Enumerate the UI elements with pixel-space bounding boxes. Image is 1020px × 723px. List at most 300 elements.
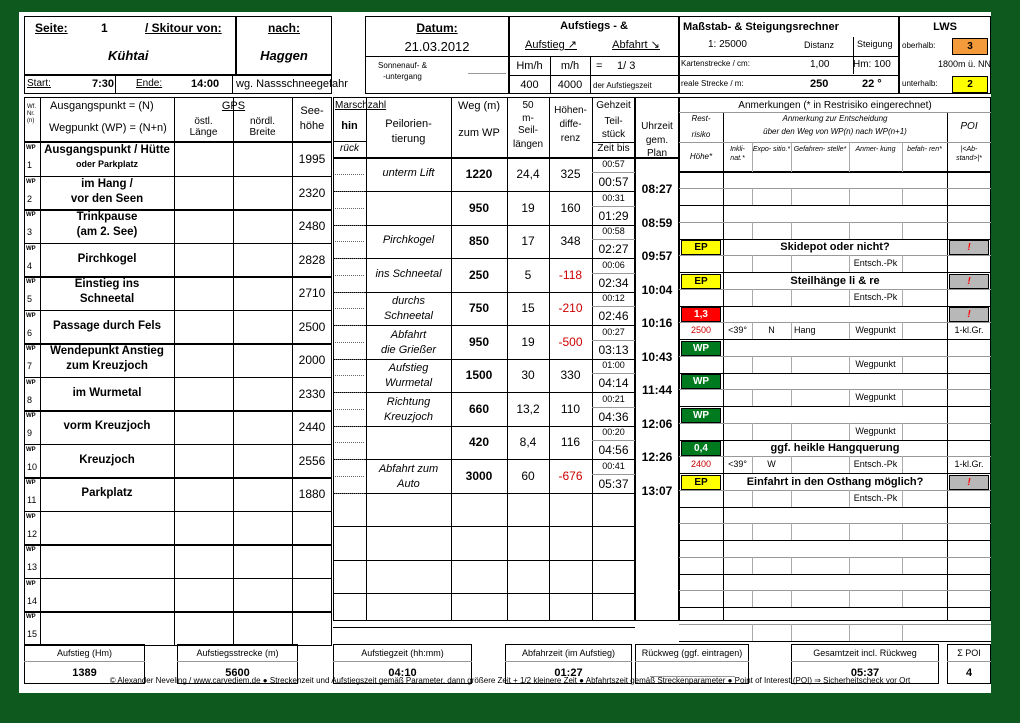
waypoint-name: Pirchkogel — [77, 253, 137, 265]
teil-rule — [592, 440, 635, 441]
anm-mid — [679, 490, 991, 491]
anm-row — [679, 239, 991, 240]
risk-badge: EP — [681, 240, 721, 255]
hoehen-value: 116 — [560, 435, 581, 449]
wp-number: 7 — [27, 361, 33, 371]
risk-badge: WP — [681, 408, 721, 423]
weg-value: 950 — [468, 335, 490, 349]
waypoint-name: im Wurmetal — [72, 387, 142, 399]
anm-col-rule — [902, 255, 903, 272]
risk-badge: WP — [681, 374, 721, 389]
leg-divider — [333, 593, 635, 594]
anm-col-rule — [752, 490, 753, 507]
rule — [174, 243, 175, 277]
anm-col-rule — [752, 590, 753, 607]
teil-1: Teil- — [604, 116, 623, 127]
teil-rule — [592, 340, 635, 341]
total-rule — [177, 661, 298, 662]
uhrzeit-value: 13:07 — [641, 484, 673, 498]
peilung: unterm Lift — [382, 167, 435, 179]
total-poi-label: Σ POI — [957, 648, 981, 658]
seil-value: 8,4 — [519, 435, 537, 449]
risk-badge: 0,4 — [681, 441, 721, 456]
wp-number: 12 — [27, 529, 38, 539]
anm-title: Anmerkungen (* in Restrisiko eingerechnet) — [738, 100, 932, 111]
peilor-2: tierung — [391, 133, 426, 145]
anm-mid — [679, 255, 991, 256]
anm-sub-2: über den Weg von WP(n) nach WP(n+1) — [763, 127, 907, 136]
anm-col-rule — [902, 188, 903, 205]
rule — [509, 56, 679, 57]
waypoint-name: Parkplatz — [81, 487, 133, 499]
total-strecke-label: Aufstiegsstrecke (m) — [196, 648, 279, 658]
seil-value: 24,4 — [516, 167, 540, 181]
annotation-anmerkung: Entsch.-Pk — [853, 258, 898, 268]
rule — [679, 75, 899, 76]
ende-label: Ende: — [136, 78, 163, 89]
uhrzeit-value: 11:44 — [641, 383, 673, 397]
uhrzeit-value: 12:06 — [641, 417, 673, 431]
rule — [292, 544, 293, 578]
anm-mid — [679, 523, 991, 524]
waypoint-row-12 — [24, 511, 332, 546]
waypoint-name: Wendepunkt Anstieg — [50, 345, 164, 357]
seil-3: Seil- — [517, 125, 538, 136]
marsch-hin-field — [335, 375, 364, 376]
lws-title: LWS — [933, 21, 957, 33]
wp-number: 15 — [27, 629, 38, 639]
zeit-bis-value: 02:46 — [598, 309, 629, 323]
rule — [233, 142, 234, 176]
rule — [174, 578, 175, 612]
annotation-anmerkung: Entsch.-Pk — [853, 493, 898, 503]
annotation-poi: 1-kl.Gr. — [954, 459, 984, 469]
anm-mid — [679, 289, 991, 290]
peilung: Abfahrt — [390, 329, 427, 341]
peilung: Pirchkogel — [382, 234, 435, 246]
waypoint-name-2: vor den Seen — [70, 193, 144, 205]
anm-col-rule — [902, 142, 903, 172]
teil-rule — [592, 306, 635, 307]
rule — [174, 410, 175, 444]
anm-sub-line — [679, 142, 991, 143]
weg-value: 250 — [468, 268, 490, 282]
peilung-2: die Grießer — [380, 344, 437, 356]
weg-value: 1220 — [465, 167, 493, 181]
anm-col-rule — [902, 490, 903, 507]
anm-col-rule — [902, 423, 903, 440]
uhrzeit-value: 09:57 — [641, 249, 673, 263]
inkl-label: Inkli- nat.* — [730, 146, 745, 163]
rule — [292, 511, 293, 545]
hoehen-value: -500 — [558, 335, 583, 349]
aufstieg-title: Aufstiegs - & — [560, 20, 628, 32]
leg-divider — [333, 426, 635, 427]
weg-value: 3000 — [465, 469, 493, 483]
hoehe-label: Höhe* — [689, 152, 713, 161]
anm-col-rule — [791, 523, 792, 540]
der-label: der Aufstiegszeit — [593, 81, 652, 90]
nn-value: 1800 — [938, 59, 959, 69]
marsch-hin-field — [335, 174, 364, 175]
anm-col-rule — [791, 188, 792, 205]
hoehen-value: 330 — [560, 368, 581, 382]
rule — [366, 158, 367, 621]
marschzahl-label: Marschzahl — [335, 100, 387, 111]
wp-number: 9 — [27, 428, 33, 438]
scale-value: 1: 25000 — [708, 39, 747, 50]
waypoint-name-2: (am 2. See) — [76, 226, 138, 238]
uhrzeit-2: gem. — [645, 135, 669, 146]
total-aufstieg-value: 1389 — [72, 667, 97, 679]
rule — [233, 444, 234, 478]
marsch-hin-field — [335, 208, 364, 209]
anm-col-rule — [752, 222, 753, 239]
rule — [507, 158, 508, 621]
seehoehe-1: See- — [300, 105, 324, 117]
total-abfahrt-label: Abfahrzeit (im Aufstieg) — [521, 648, 616, 658]
rule — [174, 511, 175, 545]
rule — [174, 209, 175, 243]
marsch-hin-field — [335, 308, 364, 309]
from-value: Kühtai — [108, 48, 149, 63]
teil-rule — [592, 206, 635, 207]
rule — [40, 611, 41, 645]
ratio-value: 1/ 3 — [617, 60, 636, 72]
rule — [174, 276, 175, 310]
anm-col-rule — [849, 624, 850, 641]
poi-warning-icon: ! — [949, 307, 989, 322]
skitour-label: / Skitour von: — [145, 21, 222, 35]
waypoint-name-2: Schneetal — [79, 293, 135, 305]
hoehen-value: 110 — [560, 402, 581, 416]
teilstueck-value: 00:41 — [602, 461, 625, 471]
peilung: ins Schneetal — [375, 268, 442, 280]
laenge-2: Länge — [189, 127, 218, 138]
zeit-bis-value: 03:13 — [598, 343, 629, 357]
peilung-2: Schneetal — [384, 310, 433, 322]
wp-tag: WP — [26, 380, 36, 386]
rule — [40, 97, 41, 142]
peilung-2: Wurmetal — [384, 377, 433, 389]
uhrzeit-value: 12:26 — [641, 450, 673, 464]
rule — [233, 176, 234, 210]
hm-label: Hm: 100 — [853, 59, 891, 70]
waypoint-name-2: zum Kreuzjoch — [66, 360, 148, 372]
teilstueck-value: 00:27 — [602, 327, 625, 337]
reale-value: 250 — [810, 78, 829, 90]
total-gesamt-label: Gesamtzeit incl. Rückweg — [813, 648, 917, 658]
anm-col-rule — [902, 590, 903, 607]
annotation-anmerkung: Wegpunkt — [855, 359, 896, 369]
rule — [451, 158, 452, 621]
anm-col-rule — [752, 255, 753, 272]
wp-tag: WP — [26, 547, 36, 553]
zeit-bis-label: Zeit bis — [597, 143, 630, 154]
wp-tag: WP — [26, 581, 36, 587]
anm-col-rule — [849, 523, 850, 540]
anm-row — [679, 272, 991, 273]
aufstieg-col: Aufstieg ↗ — [524, 39, 578, 51]
rule — [174, 611, 175, 645]
anm-row — [679, 607, 991, 608]
hoehen-value: -676 — [558, 469, 583, 483]
anm-row — [679, 406, 991, 407]
marsch-rueck-field — [335, 292, 364, 293]
anm-mid — [679, 423, 991, 424]
seil-value: 19 — [521, 335, 535, 349]
total-poi-value: 4 — [965, 667, 973, 679]
weg-value: 750 — [468, 301, 490, 315]
karten-label: Kartenstrecke / cm: — [681, 59, 750, 68]
risk-badge: EP — [681, 274, 721, 289]
hoehen-value: 325 — [560, 167, 581, 181]
weg-note: wg. Nassschneegefahr — [236, 78, 348, 90]
peilung: Abfahrt zum — [378, 463, 439, 475]
uhrzeit-value: 10:43 — [641, 350, 673, 364]
seil-value: 13,2 — [516, 402, 540, 416]
teil-rule — [592, 407, 635, 408]
annotation-expo: W — [767, 459, 776, 469]
anm-col-rule — [902, 289, 903, 306]
rule — [174, 544, 175, 578]
seil-4: längen — [512, 139, 544, 150]
anm-col-rule — [849, 557, 850, 574]
zeit-bis-value: 02:27 — [598, 242, 629, 256]
start-value: 7:30 — [92, 78, 115, 90]
leg-divider — [333, 191, 635, 192]
marsch-rueck-field — [335, 325, 364, 326]
start-label: Start: — [27, 78, 51, 89]
tour-sheet — [19, 12, 991, 693]
seehoehe-value: 2710 — [298, 286, 326, 300]
hoehen-3: renz — [560, 133, 581, 144]
rule — [233, 544, 234, 578]
teilstueck-value: 00:20 — [602, 427, 625, 437]
marsch-rueck-field — [335, 426, 364, 427]
teilstueck-value: 00:57 — [602, 159, 625, 169]
leg-divider — [333, 292, 635, 293]
anm-top-line — [679, 112, 991, 113]
marsch-hin-field — [335, 275, 364, 276]
karten-value: 1,00 — [810, 59, 830, 70]
sun-label-2: -untergang — [383, 72, 422, 81]
wp-tag: WP — [26, 279, 36, 285]
seil-2: m- — [522, 113, 534, 124]
waypoint-name: Kreuzjoch — [79, 454, 135, 466]
marsch-rueck-field — [335, 258, 364, 259]
weg-value: 1500 — [465, 368, 493, 382]
marsch-hin-field — [335, 442, 364, 443]
total-zeit-value: 04:10 — [388, 667, 417, 679]
marsch-rueck-field — [335, 225, 364, 226]
leg-divider — [333, 526, 635, 527]
weg-2: zum WP — [458, 127, 500, 139]
rule — [679, 56, 899, 57]
rule — [174, 477, 175, 511]
rule — [174, 377, 175, 411]
zeit-bis-value: 04:14 — [598, 376, 629, 390]
seehoehe-value: 2480 — [298, 219, 326, 233]
rule — [233, 343, 234, 377]
wegpunkt-label: Wegpunkt (WP) = (N+n) — [49, 122, 167, 134]
weg-1: Weg (m) — [458, 100, 500, 112]
anm-col-rule — [791, 624, 792, 641]
wp-tag: WP — [26, 413, 36, 419]
anm-col-rule — [902, 222, 903, 239]
anm-col-rule — [752, 624, 753, 641]
rule — [174, 176, 175, 210]
sun-label-1: Sonnenauf- & — [378, 61, 427, 70]
anm-col-rule — [791, 490, 792, 507]
wp-number: 2 — [27, 194, 33, 204]
leg-divider — [333, 359, 635, 360]
breite-2: Breite — [249, 127, 276, 138]
oberhalb-label: oberhalb: — [902, 41, 936, 50]
laenge-1: östl. — [194, 116, 213, 127]
uhrzeit-value: 08:27 — [641, 182, 673, 196]
weg-value: 950 — [468, 201, 490, 215]
annotation-anmerkung: Wegpunkt — [855, 325, 896, 335]
rule — [292, 578, 293, 612]
hoehen-value: 160 — [560, 201, 581, 215]
teil-rule — [592, 474, 635, 475]
anm-col-rule — [752, 389, 753, 406]
anm-col-rule — [752, 188, 753, 205]
hmh-label: Hm/h — [516, 60, 543, 72]
seil-value: 17 — [521, 234, 535, 248]
wp-tag: WP — [26, 313, 36, 319]
seil-value: 30 — [521, 368, 535, 382]
anm-row — [679, 540, 991, 541]
anm-col-rule — [791, 289, 792, 306]
wp-number: 11 — [27, 495, 37, 505]
annotation-hoehe: 2400 — [690, 459, 712, 469]
annotation-expo: N — [768, 325, 775, 335]
unterhalb-badge: 2 — [952, 76, 988, 93]
rule — [174, 310, 175, 344]
zeit-bis-value: 00:57 — [598, 175, 629, 189]
anmer-label: Anmer- kung — [855, 146, 896, 153]
peilung: Aufstieg — [388, 362, 429, 374]
seehoehe-value: 2330 — [298, 387, 326, 401]
datum-label: Datum: — [416, 21, 458, 35]
rule — [115, 75, 116, 94]
anm-col-rule — [849, 142, 850, 172]
rule — [233, 611, 234, 645]
wp-tag: WP — [26, 145, 36, 151]
gps-label: GPS — [221, 100, 246, 112]
waypoint-row-13 — [24, 544, 332, 579]
anm-col-rule — [849, 188, 850, 205]
expo-label: Expo- sitio.* — [752, 146, 791, 153]
teil-rule — [592, 373, 635, 374]
annotation-poi: 1-kl.Gr. — [954, 325, 984, 335]
teilstueck-value: 00:12 — [602, 293, 625, 303]
seil-1: 50 — [522, 100, 534, 111]
poi-warning-icon: ! — [949, 240, 989, 255]
marsch-hin-field — [335, 476, 364, 477]
peilung-2: Kreuzjoch — [384, 411, 433, 423]
anm-row — [679, 373, 991, 374]
leg-divider — [333, 392, 635, 393]
hoehen-1: Höhen- — [554, 105, 587, 116]
gehzeit-label: Gehzeit — [596, 100, 631, 111]
anm-row — [679, 306, 991, 307]
anm-col-rule — [902, 523, 903, 540]
wp-number: 8 — [27, 395, 33, 405]
rule — [233, 511, 234, 545]
seehoehe-value: 1995 — [298, 152, 326, 166]
wp-tag: WP — [26, 246, 36, 252]
wp-tag: WP — [26, 614, 36, 620]
leg-divider — [333, 225, 635, 226]
hmh-value: 400 — [520, 79, 539, 91]
to-value: Haggen — [260, 48, 308, 63]
leg-divider — [333, 325, 635, 326]
wp-number: 5 — [27, 294, 33, 304]
anm-col-rule — [791, 456, 792, 473]
rule — [232, 75, 233, 94]
teilstueck-value: 00:31 — [602, 193, 625, 203]
anm-sub-1: Anmerkung zur Entscheidung — [782, 114, 888, 123]
anm-mid — [679, 624, 991, 625]
wp-number: 1 — [27, 160, 33, 170]
total-rueckweg-label: Rückweg (ggf. eintragen) — [641, 648, 743, 658]
marsch-rueck-field — [335, 459, 364, 460]
seehoehe-2: höhe — [299, 120, 325, 132]
hoehen-value: -210 — [558, 301, 583, 315]
eq-label: = — [596, 60, 603, 72]
annotation-inkl: <39° — [728, 325, 747, 335]
rule — [233, 410, 234, 444]
zeit-bis-value: 01:29 — [598, 209, 629, 223]
uhrzeit-1: Uhrzeit — [641, 121, 673, 132]
total-zeit-label: Aufstiegzeit (hh:mm) — [361, 648, 444, 658]
ende-value: 14:00 — [191, 78, 220, 90]
hoehen-value: -118 — [558, 268, 583, 282]
teil-rule — [592, 172, 635, 173]
annotation-anmerkung: Wegpunkt — [855, 392, 896, 402]
massstab-title: Maßstab- & Steigungsrechner — [683, 21, 839, 33]
zeit-bis-value: 05:37 — [598, 477, 629, 491]
leg-divider — [333, 493, 635, 494]
anm-mid — [679, 456, 991, 457]
anm-col-rule — [902, 624, 903, 641]
sun-field — [468, 73, 506, 74]
rule — [174, 343, 175, 377]
mh-value: 4000 — [557, 79, 583, 91]
wp-tag: WP — [26, 212, 36, 218]
mh-label: m/h — [560, 60, 580, 72]
seil-value: 5 — [524, 268, 532, 282]
anm-row — [679, 473, 991, 474]
anm-col-rule — [849, 590, 850, 607]
wp-number: 4 — [27, 261, 33, 271]
rule — [233, 477, 234, 511]
wp-tag: WP — [26, 514, 36, 520]
rule — [292, 611, 293, 645]
anm-col-rule — [791, 389, 792, 406]
seite-value: 1 — [101, 21, 108, 35]
anm-col-rule — [752, 142, 753, 172]
waypoint-name: vorm Kreuzjoch — [63, 420, 151, 432]
uhrzeit-value: 10:04 — [641, 283, 673, 297]
anm-col-rule — [849, 222, 850, 239]
seil-value: 15 — [521, 301, 535, 315]
marsch-rueck-field — [335, 392, 364, 393]
marsch-hin-field — [335, 342, 364, 343]
